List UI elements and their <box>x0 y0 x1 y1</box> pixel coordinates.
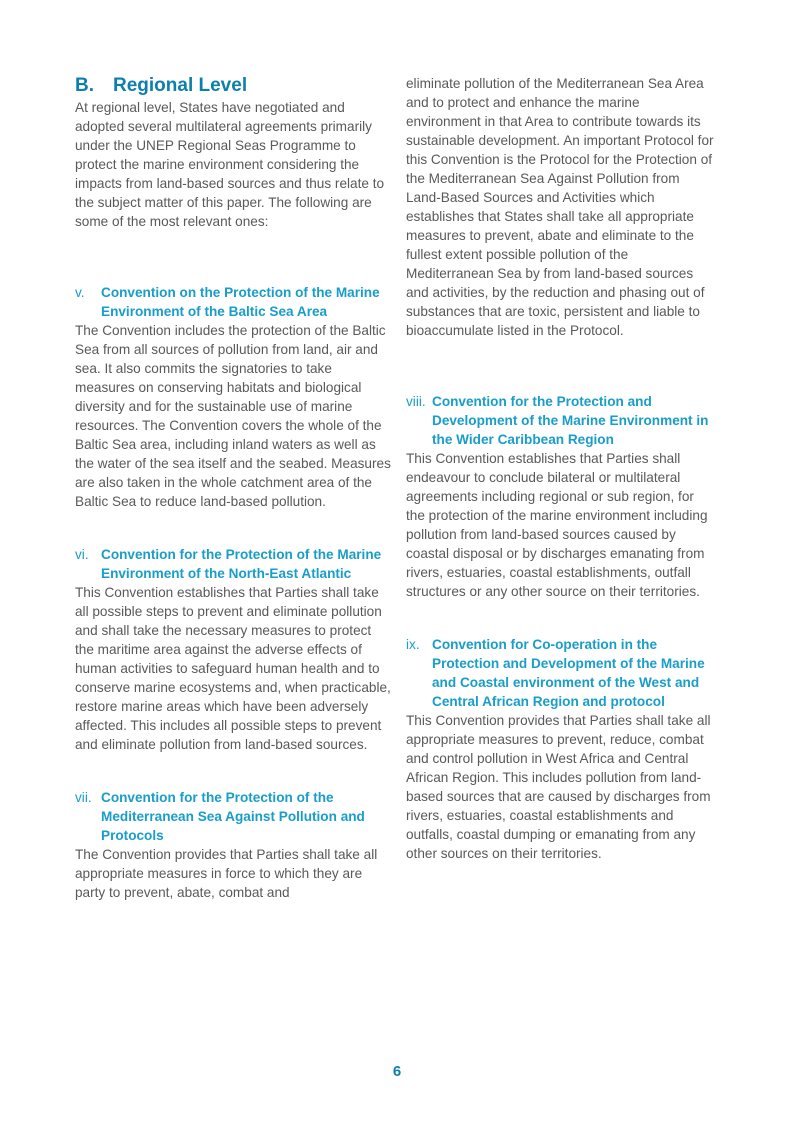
convention-title-ix: Convention for Co-operation in the Protection and Development of the Marine and Coastal environment of the West and Central African Region and protocol <box>432 637 705 709</box>
convention-body-v: The Convention includes the protection of the Baltic Sea from all sources of pollution from land, air and sea. It also commits the signatories to take measures on conserving habitats and biological diversity and for the sustainable use of marine resources. The Convention covers the whole of the Baltic Sea area, including inland waters as well as the water of the sea itself and the seabed. Measures are also taken in the whole catchment area of the Baltic Sea to reduce land-based pollution. <box>75 323 391 509</box>
convention-body-vi: This Convention establishes that Parties shall take all possible steps to prevent and eliminate pollution and shall take the necessary measures to protect the maritime area against the adverse effects of human activities to safeguard human health and to conserve marine ecosystems and, when practicable, restore marine areas which have been adversely affected. This includes all possible steps to prevent and eliminate pollution from land-based sources. <box>75 585 391 752</box>
convention-title-vii: Convention for the Protection of the Mediterranean Sea Against Pollution and Protocols <box>101 790 365 843</box>
convention-number-viii: viii. <box>406 394 426 409</box>
section-heading <box>75 74 393 98</box>
convention-heading-viii <box>406 392 716 449</box>
section-heading-label: B. <box>75 75 94 96</box>
section-heading-title: Regional Level <box>113 75 248 96</box>
convention-body-viii: This Convention establishes that Parties shall endeavour to conclude bilateral or multilateral agreements including regional or sub region, for the protection of the marine environment including pollution from land-based sources caused by coastal disposal or by discharges emanating from rivers, estuaries, coastal establishments, outfall structures or any other source on their territories. <box>406 451 708 599</box>
convention-body-vii: The Convention provides that Parties shall take all appropriate measures in force to which they are party to prevent, abate, combat and <box>75 847 378 900</box>
convention-number-vii: vii. <box>75 790 92 805</box>
intro-paragraph: At regional level, States have negotiated and adopted several multilateral agreements primarily under the UNEP Regional Seas Programme to protect the marine environment considering the impacts from land-based sources and thus relate to the subject matter of this paper. The following are some of the most relevant ones: <box>75 100 385 229</box>
convention-title-v: Convention on the Protection of the Marine Environment of the Baltic Sea Area <box>101 285 380 319</box>
convention-number-ix: ix. <box>406 637 420 652</box>
convention-number-v: v. <box>75 285 85 300</box>
convention-body-ix: This Convention provides that Parties shall take all appropriate measures to prevent, reduce, combat and control pollution in West Africa and Central African Region. This includes pollution from land-based sources that are caused by discharges from rivers, estuaries, coastal establishments and outfalls, coastal dumping or emanating from any other sources on their territories. <box>406 713 711 861</box>
left-column <box>75 74 393 902</box>
convention-heading-vii <box>75 788 393 845</box>
right-column <box>406 74 716 902</box>
convention-title-viii: Convention for the Protection and Development of the Marine Environment in the Wider Caribbean Region <box>432 394 709 447</box>
convention-heading-v <box>75 283 393 321</box>
convention-title-vi: Convention for the Protection of the Marine Environment of the North-East Atlantic <box>101 547 382 581</box>
convention-number-vi: vi. <box>75 547 89 562</box>
convention-heading-ix <box>406 635 716 711</box>
two-column-content <box>75 74 716 902</box>
page-number: 6 <box>392 1063 402 1080</box>
convention-heading-vi <box>75 545 393 583</box>
continuation-paragraph: eliminate pollution of the Mediterranean Sea Area and to protect and enhance the marine environment in that Area to contribute towards its sustainable development. An important Protocol for this Convention is the Protocol for the Protection of the Mediterranean Sea Against Pollution from Land-Based Sources and Activities which establishes that States shall take all appropriate measures to prevent, abate and eliminate to the fullest extent possible pollution of the Mediterranean Sea by from land-based sources and activities, by the reduction and phasing out of substances that are toxic, persistent and liable to bioaccumulate listed in the Protocol. <box>406 76 714 338</box>
